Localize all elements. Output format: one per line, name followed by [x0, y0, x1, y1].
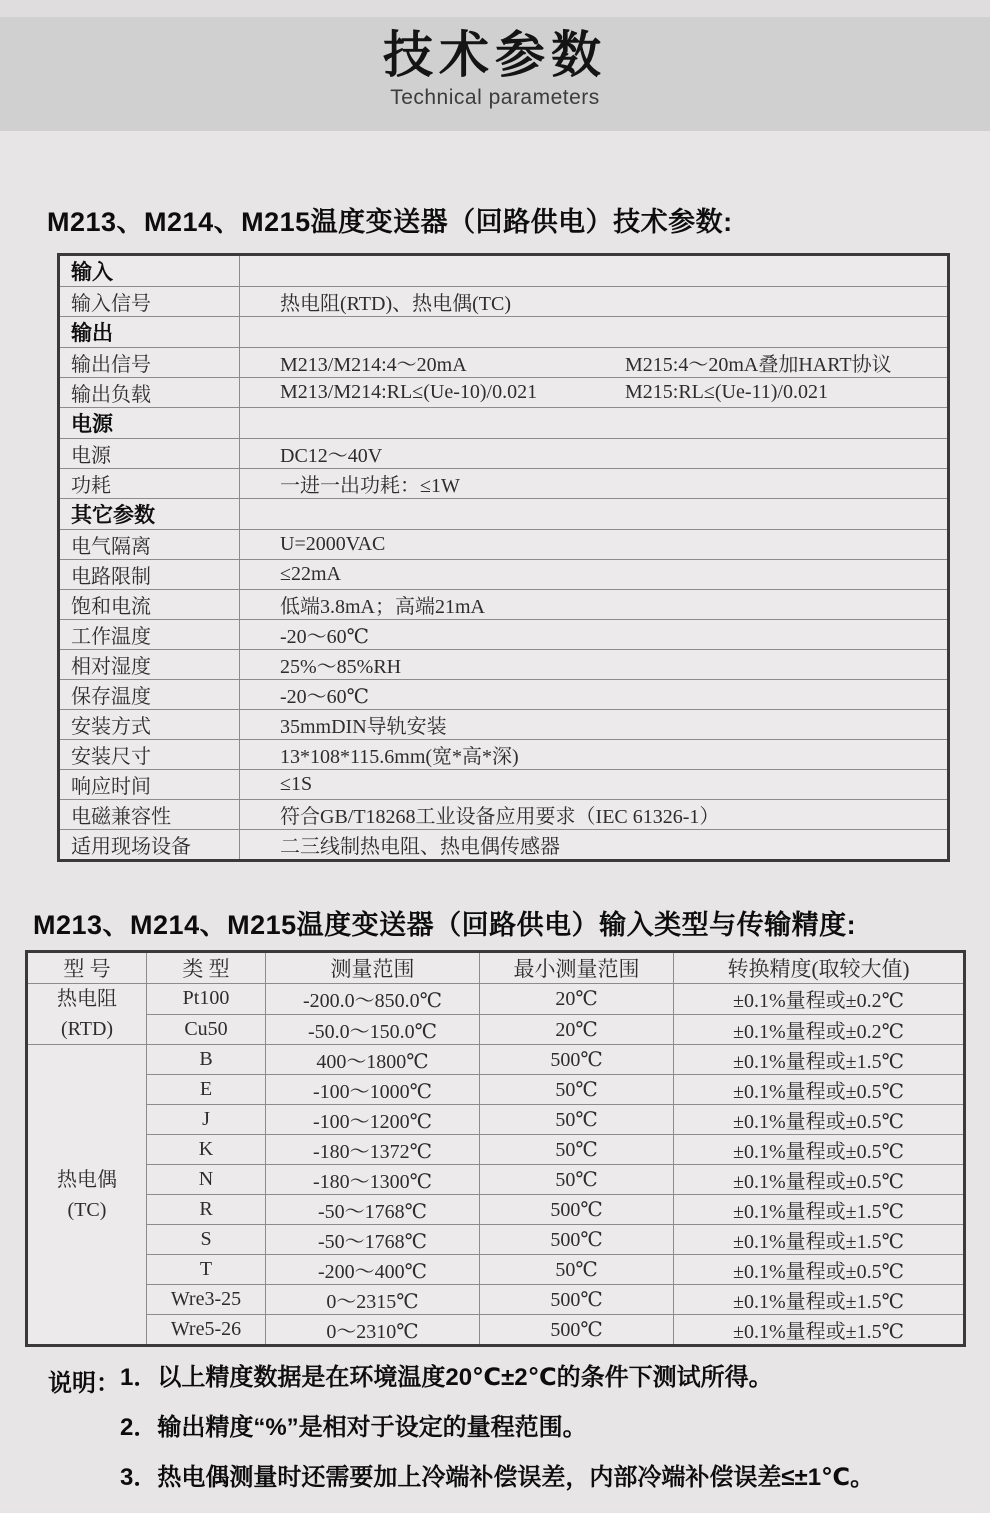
spec-row	[59, 680, 949, 710]
accuracy-cell: ±0.1%量程或±1.5℃	[674, 1225, 965, 1255]
page-title: 技术参数	[383, 27, 607, 83]
spec-value	[240, 255, 949, 287]
min-range-cell: 50℃	[480, 1105, 674, 1135]
accuracy-column-header: 型 号	[27, 952, 147, 984]
spec-value	[240, 378, 949, 408]
min-range-cell: 50℃	[480, 1135, 674, 1165]
spec-value: 13*108*115.6mm(宽*高*深)	[240, 740, 949, 770]
spec-label: 响应时间	[59, 770, 240, 800]
min-range-cell: 50℃	[480, 1255, 674, 1285]
sensor-model-name: 热电阻	[57, 988, 117, 1010]
spec-value: 二三线制热电阻、热电偶传感器	[240, 830, 949, 861]
spec-value: 35mmDIN导轨安装	[240, 710, 949, 740]
spec-row	[59, 650, 949, 680]
min-range-cell: 500℃	[480, 1225, 674, 1255]
sensor-type-cell: R	[147, 1195, 266, 1225]
spec-row	[59, 830, 949, 861]
spec-row	[59, 378, 949, 408]
sensor-type-cell: T	[147, 1255, 266, 1285]
spec-row	[59, 530, 949, 560]
spec-value-part-2: M215:4～20mA叠加HART协议	[625, 354, 892, 376]
accuracy-column-header: 类 型	[147, 952, 266, 984]
accuracy-row	[27, 1255, 965, 1285]
spec-value: -20～60℃	[240, 620, 949, 650]
spec-label: 电磁兼容性	[59, 800, 240, 830]
spec-label: 其它参数	[59, 499, 240, 530]
accuracy-column-header: 最小测量范围	[480, 952, 674, 984]
spec-row	[59, 620, 949, 650]
accuracy-row	[27, 1135, 965, 1165]
accuracy-cell: ±0.1%量程或±0.5℃	[674, 1255, 965, 1285]
spec-label: 电源	[59, 439, 240, 469]
sensor-type-cell: K	[147, 1135, 266, 1165]
measure-range-cell: -50～1768℃	[266, 1225, 480, 1255]
accuracy-row	[27, 1014, 965, 1045]
min-range-cell: 50℃	[480, 1165, 674, 1195]
spec-value-part-2: M215:RL≤(Ue-11)/0.021	[625, 381, 828, 403]
accuracy-cell: ±0.1%量程或±0.2℃	[674, 1014, 965, 1045]
spec-label: 安装方式	[59, 710, 240, 740]
spec-label: 相对湿度	[59, 650, 240, 680]
spec-label: 输入信号	[59, 287, 240, 317]
measure-range-cell: -200.0～850.0℃	[266, 984, 480, 1015]
page-subtitle: Technical parameters	[390, 86, 600, 109]
accuracy-row	[27, 1165, 965, 1195]
accuracy-row	[27, 1075, 965, 1105]
accuracy-table-body	[27, 984, 965, 1346]
spec-label: 保存温度	[59, 680, 240, 710]
accuracy-cell: ±0.1%量程或±1.5℃	[674, 1315, 965, 1346]
spec-label: 电路限制	[59, 560, 240, 590]
spec-label: 输出负载	[59, 378, 240, 408]
measure-range-cell: -50～1768℃	[266, 1195, 480, 1225]
min-range-cell: 20℃	[480, 984, 674, 1015]
sensor-type-cell: Wre3-25	[147, 1285, 266, 1315]
accuracy-cell: ±0.1%量程或±0.2℃	[674, 984, 965, 1015]
spec-row	[59, 590, 949, 620]
spec-value-part-1: M213/M214:4～20mA	[280, 354, 467, 376]
note-item: 3．热电偶测量时还需要加上冷端补偿误差，内部冷端补偿误差≤±1℃。	[120, 1464, 875, 1491]
spec-row	[59, 287, 949, 317]
sensor-model-cell	[27, 984, 147, 1045]
spec-value: 一进一出功耗：≤1W	[240, 469, 949, 499]
spec-value: 热电阻(RTD)、热电偶(TC)	[240, 287, 949, 317]
accuracy-row	[27, 1225, 965, 1255]
accuracy-column-header: 测量范围	[266, 952, 480, 984]
measure-range-cell: 0～2315℃	[266, 1285, 480, 1315]
sensor-type-cell: B	[147, 1045, 266, 1075]
accuracy-cell: ±0.1%量程或±0.5℃	[674, 1165, 965, 1195]
accuracy-cell: ±0.1%量程或±1.5℃	[674, 1195, 965, 1225]
spec-value: -20～60℃	[240, 680, 949, 710]
spec-value: DC12～40V	[240, 439, 949, 469]
sensor-type-cell: Pt100	[147, 984, 266, 1015]
sensor-type-cell: Wre5-26	[147, 1315, 266, 1346]
spec-table	[57, 253, 950, 862]
title-band	[0, 17, 990, 131]
spec-label: 适用现场设备	[59, 830, 240, 861]
accuracy-row	[27, 984, 965, 1015]
min-range-cell: 500℃	[480, 1285, 674, 1315]
accuracy-row	[27, 1045, 965, 1075]
min-range-cell: 500℃	[480, 1045, 674, 1075]
note-item: 2．输出精度“%”是相对于设定的量程范围。	[120, 1414, 587, 1441]
spec-value	[240, 348, 949, 378]
spec-value: U=2000VAC	[240, 530, 949, 560]
spec-row	[59, 439, 949, 469]
measure-range-cell: -180～1300℃	[266, 1165, 480, 1195]
min-range-cell: 500℃	[480, 1195, 674, 1225]
notes-prefix: 说明：	[48, 1370, 120, 1397]
notes-list	[120, 1363, 874, 1513]
spec-label: 安装尺寸	[59, 740, 240, 770]
spec-row	[59, 740, 949, 770]
accuracy-row	[27, 1195, 965, 1225]
accuracy-row	[27, 1315, 965, 1346]
spec-label: 输出	[59, 317, 240, 348]
accuracy-cell: ±0.1%量程或±1.5℃	[674, 1045, 965, 1075]
spec-value	[240, 317, 949, 348]
spec-value-part-1: M213/M214:RL≤(Ue-10)/0.021	[280, 381, 538, 403]
accuracy-table-header-row	[27, 952, 965, 984]
sensor-type-cell: N	[147, 1165, 266, 1195]
measure-range-cell: -100～1000℃	[266, 1075, 480, 1105]
measure-range-cell: -200～400℃	[266, 1255, 480, 1285]
spec-label: 功耗	[59, 469, 240, 499]
spec-row	[59, 499, 949, 530]
sensor-type-cell: S	[147, 1225, 266, 1255]
accuracy-cell: ±0.1%量程或±1.5℃	[674, 1285, 965, 1315]
accuracy-cell: ±0.1%量程或±0.5℃	[674, 1105, 965, 1135]
spec-row	[59, 348, 949, 378]
spec-label: 输入	[59, 255, 240, 287]
spec-value: 符合GB/T18268工业设备应用要求（IEC 61326-1）	[240, 800, 949, 830]
accuracy-column-header: 转换精度(取较大值)	[674, 952, 965, 984]
spec-row	[59, 770, 949, 800]
spec-table-body	[59, 255, 949, 861]
spec-row	[59, 710, 949, 740]
sensor-model-name: 热电偶	[57, 1168, 117, 1191]
section1-heading: M213、M214、M215温度变送器（回路供电）技术参数:	[47, 207, 733, 237]
min-range-cell: 500℃	[480, 1315, 674, 1346]
measure-range-cell: -100～1200℃	[266, 1105, 480, 1135]
spec-row	[59, 317, 949, 348]
measure-range-cell: 0～2310℃	[266, 1315, 480, 1346]
sensor-model-abbr: (TC)	[67, 1198, 107, 1221]
spec-value: ≤22mA	[240, 560, 949, 590]
sensor-model-abbr: (RTD)	[60, 1018, 114, 1040]
spec-value	[240, 408, 949, 439]
spec-row	[59, 408, 949, 439]
spec-label: 输出信号	[59, 348, 240, 378]
top-strip	[0, 0, 990, 17]
note-item: 1．以上精度数据是在环境温度20℃±2℃的条件下测试所得。	[120, 1364, 773, 1391]
spec-row	[59, 469, 949, 499]
notes	[48, 1363, 990, 1513]
spec-value: 25%～85%RH	[240, 650, 949, 680]
accuracy-row	[27, 1105, 965, 1135]
spec-value: 低端3.8mA；高端21mA	[240, 590, 949, 620]
sensor-type-cell: J	[147, 1105, 266, 1135]
sensor-type-cell: E	[147, 1075, 266, 1105]
spec-value: ≤1S	[240, 770, 949, 800]
spec-row	[59, 255, 949, 287]
accuracy-cell: ±0.1%量程或±0.5℃	[674, 1135, 965, 1165]
spec-label: 工作温度	[59, 620, 240, 650]
accuracy-cell: ±0.1%量程或±0.5℃	[674, 1075, 965, 1105]
measure-range-cell: -180～1372℃	[266, 1135, 480, 1165]
spec-label: 电源	[59, 408, 240, 439]
min-range-cell: 50℃	[480, 1075, 674, 1105]
measure-range-cell: -50.0～150.0℃	[266, 1014, 480, 1045]
spec-label: 电气隔离	[59, 530, 240, 560]
measure-range-cell: 400～1800℃	[266, 1045, 480, 1075]
min-range-cell: 20℃	[480, 1014, 674, 1045]
spec-row	[59, 800, 949, 830]
sensor-type-cell: Cu50	[147, 1014, 266, 1045]
spec-label: 饱和电流	[59, 590, 240, 620]
spec-value	[240, 499, 949, 530]
spec-row	[59, 560, 949, 590]
accuracy-table	[25, 950, 966, 1347]
sensor-model-cell	[27, 1045, 147, 1346]
accuracy-row	[27, 1285, 965, 1315]
section2-heading: M213、M214、M215温度变送器（回路供电）输入类型与传输精度:	[33, 910, 857, 940]
